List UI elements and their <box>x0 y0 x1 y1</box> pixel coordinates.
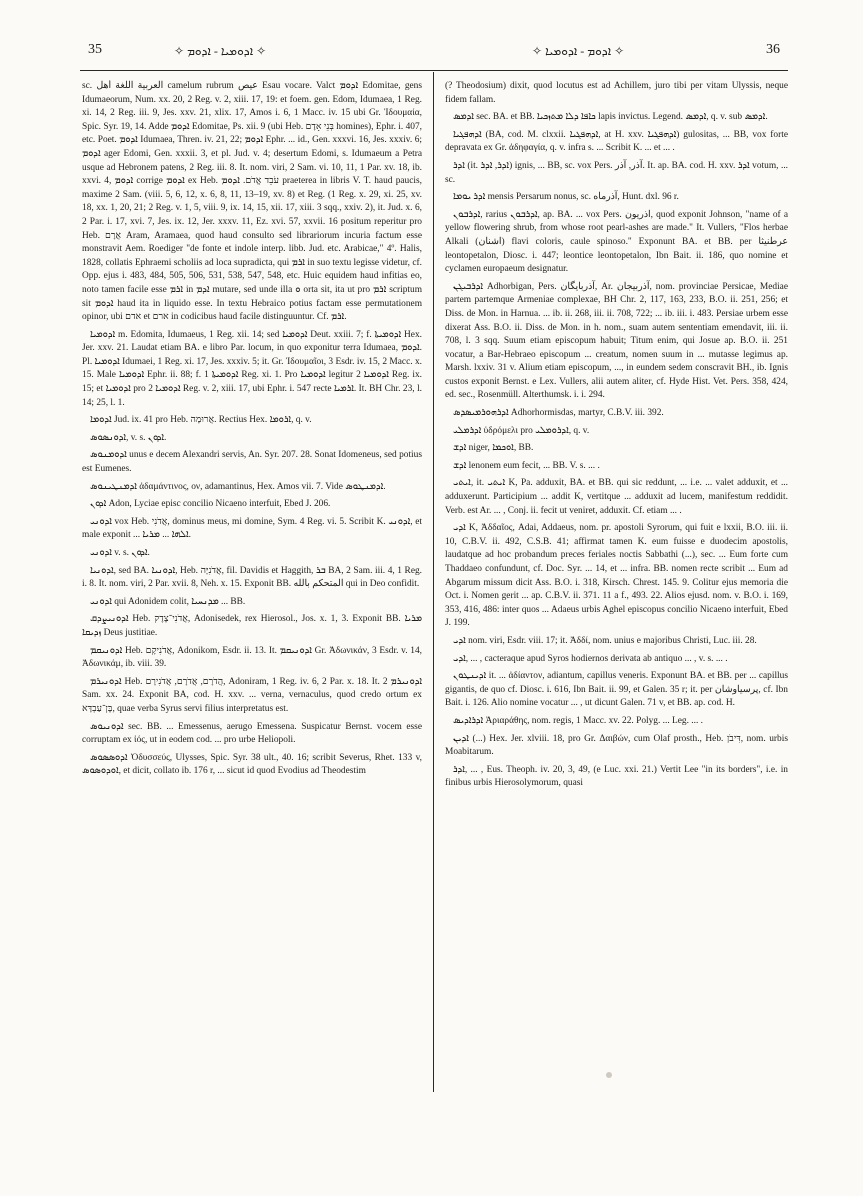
dictionary-entry: ܐܕܪܗܘܪܡܝܣܕܣ Adhorhormisdas, martyr, C.B.V. iii. 392. <box>453 408 664 419</box>
dictionary-entry: ܐܕܝ, ... , cacteraque apud Syros hodiernos derivata ab antiquo ... , v. s. ... . <box>453 653 728 664</box>
dictionary-entry: ܐܕܘܡܐ Jud. ix. 41 pro Heb. אֲרוּמָה. Rectius Hex. ܐܪܘܡܐ, q. v. <box>90 415 312 426</box>
dictionary-entry: ܐܕܪ (it. ܐܕܪ, ܐܕܪ) ignis, ... BB, sc. vox Pers. آذر, آذر. It. ap. BA. cod. H. xxv. ܐܕܪ votum, ... sc. <box>445 160 788 185</box>
dictionary-entry: ܐܕܘܢܝܩܡ Heb. אֲדֹנִיקָם, Adonikom, Esdr. ii. 13. It. ܐܕܘܢܝܩܡ Gr. Ἀδωνικάν, 3 Esdr. v. 14, Ἀδωνικάμ, ib. viii. 39. <box>82 645 422 670</box>
left-column <box>82 80 422 1090</box>
dictionary-entry: ܐܕܘܢܝ v. s. ܐܕܘܢ. <box>90 548 150 558</box>
dictionary-entry: ܐܕܘܡܝܐ m. Edomita, Idumaeus, 1 Reg. xii. 14; sed ܐܕܘܡܝܐ Deut. xxiii. 7; f. ܐܕܘܡܝܬܐ Hex. Jer. xxv. 21. Laudat etiam BA. e libro Par. locum, in quo exponitur terra Idumaea, ܐܕܘܡ. Pl. ܐܕܘܡܝܐ Idumaei, 1 Reg. xi. 17, Jes. xxxiv. 5; it. Gr. Ἰδουμαῖοι, 3 Esdr. iv. 15, 2 Macc. x. 15. Male ܐܕܘܡܝܐ Ephr. ii. 88; f. ܐܕܘܡܝܬܐ 1 Reg. xi. 1. Pro ܐܕܘܡܝܐ legitur ܐܕܘܡܝܐ 2 Reg. ix. 15; et ܐܕܘܡܝܐ pro ܐܕܘܡܝܐ 2 Reg. v. 2, xiii. 17, ubi Ephr. i. 547 recte ܐܪܡܝܐ. It. BH Chr. 23, l. 14; 25, l. 1. <box>82 329 422 408</box>
dictionary-entry: ܐܕܪܒܘܢ, rarius ܐܕܪܒܘܢ, ap. BA. ... vox Pers. اذريون, quod exponit Johnson, "name of a yellow flowering shrub, from whose root pearl-ashes are made." It. Vullers, "Flos herbae Alkali (اشنان) flavi coloris, caule spinoso." Exponunt BA. et BB. per عرطنيثا leontopetalon, Diosc. i. 447; leontice leontopetalon, Ibn Bait. ii. 186, quo nomine et cyclamen europaeum designatur. <box>445 209 788 275</box>
dictionary-entry: (? Theodosium) dixit, quod locutus est ad Achillem, juro tibi per vitam Ulyssis, neque fidem fallam. <box>445 81 788 105</box>
dictionary-entry: ܐܕܝܢ (...) Hex. Jer. xlviii. 18, pro Gr. Δαιβών, cum Olaf prosth., Heb. דִּיבֹן, nom. urbis Moabitarum. <box>445 733 788 758</box>
dictionary-entry: ܐܝܬܝ, it. ܐܝܬܝ K, Pa. adduxit, BA. et BB. qui sic reddunt, ... i.e. ... valet adduxit, et ... adduxerunt. Participium ... addit K, vertitque ... adduxit ad lucem, manifestum reddidit. Verb. est Ar. ... , Conj. ii. fecit ut veniret, adduxit. Cf. etiam ... . <box>445 478 788 516</box>
dictionary-entry: ܐܕܘܣܣܘܣ Ὀδυσσεύς, Ulysses, Spic. Syr. 38 ult., 40. 16; scribit Severus, Rhet. 133 v, ܐܘܕܘܣܘܣ, et dicit, collato ib. 176 r, ... sicut id quod Evodius ad Theodestim <box>82 752 422 777</box>
dictionary-entry: ܐܕܘܢܣܘܣ, v. s. ܐܕܘܢ. <box>90 432 167 443</box>
running-head-right: ✧ ܐܕܘܡ - ܐܕܘܡܝܐ ✧ <box>532 44 625 58</box>
dictionary-entry: sc. العربية اللغة أهل camelum rubrum عيص Esau vocare. Valct ܐܕܘܡ Edomitae, gens Idumaeorum, Num. xx. 20, 2 Reg. v. 2, xiii. 17, 19: et foem. gen. Edom, Idumaea, 1 Reg. xi. 14, 2 Reg. iii. 9, Jes. xxv. 21, xlix. 17, Amos i. 6, 1 Macc. iv. 15 ubi Gr. Ἰδουμαία, Spic. Syr. 19, 14. Adde ܐܕܘܡ Edomitae, Ps. xii. 9 (ubi Heb. בְּנֵי אָדָם homines), Ephr. i. 407, etc. Poet. ܐܕܘܡ Idumaea, Thren. iv. 21, 22; ܐܕܘܡ Ephr. ... id., Gen. xxxvi. 16, Jes. xxxiv. 6; ܐܕܘܡ ager Edomi, Gen. xxxii. 3, et pl. Jud. v. 4; desertum Edomi, s. Idumaeum a Petra usque ad Hebronem patens, 2 Reg. iii. 8. It. nom. viri, 2 Sam. vi. 10, 11, 1 Par. xv. 18, ib. xxvi. 4, ܐܕܘܡ corrige ܐܕܘܡ ex Heb. עֹבֵד אֱדֹם. ܐܕܘܡ praeterea in libris V. T. haud paucis, maxime 2 Sam. (viii. 5, 6, 12, x. 6, 8, 11, 13–19, xv. 8) et Reg. (1 Reg. x. 29, xi. 25, xv. 18, xx. 1, 20, 21; 2 Reg. v. 1, 5, viii. 9, ix. 14, 15, xii. 17, xiii. 3 sqq., xxiv. 2), it. Jud. x. 6, 2 Par. i. 17, xvi. 7, Jes. ix. 12, Jer. xxxv. 11, Ez. xvi. 57, xxvii. 16 positum reperitur pro Heb. אֲרָם Aram, Aramaea, quod haud consulto sed librariorum incuria factum esse monstravit Aem. Roediger "de fonte et indole interp. libb. Jud. etc. Arabicae," 4º. Halis, 1828, collatis Ephraemi scholiis ad loca supradicta, qui ܐܪܡ in suo textu legisse videtur, cf. Opp. ejus i. 483, 484, 505, 506, 531, 538, 547, 548, etc. Huic equidem haud infitias eo, noto tamen facile esse ܐܪܡ in ܐܕܡ mutare, sed unde illa ܘ orta sit, ita ut pro ܐܪܡ scriptum sit ܐܕܘܡ haud ita in liquido esse. In textu Hebraico potius factam esse permutationem opinor, ubi אדם et ארם in codicibus haud facile distinguuntur. Cf. ܐܪܡ. <box>82 81 422 323</box>
dictionary-entry: ܐܕܪ ܝܘܡܐ mensis Persarum nonus, sc. آذرماه, Hunt. dxl. 96 r. <box>453 192 679 203</box>
dictionary-entry: ܐܕܘܢܝܐ, sed BA. ܐܕܘܢܝܐ, Heb. אֲדֹנִיָּה, fil. Davidis et Haggith, ܒܪ BA, 2 Sam. iii. 4, 1 Reg. i. 8. It. nom. viri, 2 Par. xvii. 8, Neh. x. 15. Exponit BB. المتحكم بالله qui in Deo confidit. <box>82 565 422 590</box>
dictionary-entry: ܐܕܘܢܝܨܕܩ Heb. אֲדֹנִי־צֶדֶק, Adonisedek, rex Hierosol., Jos. x. 1, 3. Exponit BB. ܡܪܝܐ ܙܕܝܩܐ Deus justitiae. <box>82 614 422 638</box>
dictionary-entry: ܐܕܘܢܝܘܣ sec. BB. ... Emessenus, aerugo Emessena. Suspicatur Bernst. vocem esse corruptam ex ἰός, ut in eodem cod. ... pro urbe Heliopoli. <box>82 721 422 746</box>
dictionary-entry: ܐܕܪܡܠܝ ὑδρόμελι pro ܐܕܪܘܡܠܝ, q. v. <box>453 425 590 436</box>
dictionary-entry: ܐܕܝ K, Ἀδδαῖος, Adai, Addaeus, nom. pr. apostoli Syrorum, qui fuit e lxxii, B.O. iii. ii. 10, C.B.V. ii. 492, C.S.B. 41; affirmat tamen K. eum fuisse e duodecim apostolis, laudatque ad hoc probandum preces feriales noctis Sabbathi (...), sec. ... Eum forte cum Thaddaeo confundunt, cf. Doc. Syr. ... 14, et ... infra. BB. nomen recte scribit ... Eum ad Abgarum missum dicit Ass. B.O. i. 318, Kirsch. Chrest. 145. 9. Colitur ejus memoria die Oct. i. Nomen gerit ... ap. C.B.V. ii. 371. 11 a f., 493. 22. Alios ejusd. nom. v. B.O. i. 169, 353, 416, 486: inter quos ... Adaeus urbis Aghel episcopus concilio Nicaeno interfuit, Ebed J. 199. <box>445 523 788 629</box>
page-number-right: 36 <box>766 42 780 57</box>
dictionary-entry: ܐܕܘܢ Adon, Lyciae episc concilio Nicaeno interfuit, Ebed J. 206. <box>90 499 331 510</box>
dictionary-entry: ܐܕܘܢܝ qui Adonidem colit, ܡܕܢܚܝܐ ... BB. <box>90 596 246 607</box>
dictionary-entry: ܐܕܫ lenonem eum fecit, ... BB. V. s. ... . <box>453 460 600 471</box>
dictionary-entry: ܐܕܗܦܓܝܐ (BA, cod. M. clxxii. ܐܕܗܦܓܝܐ, at H. xxv. ܐܕܗܦܓܝܐ) gulositas, ... BB, vox forte depravata ex Gr. ἀδηφαγία, q. v. infra s. ... Scribit K. ... et ... . <box>445 129 788 154</box>
dictionary-entry: ܐܕܡܣ sec. BA. et BB. ܟܐܦܐ ܕܠܐ ܡܬܙܟܝܐ lapis invictus. Legend. ܐܕܡܣ, q. v. sub ܐܕܡܣ. <box>453 112 768 123</box>
dictionary-entry: ܐܕܘܢܝ vox Heb. אֲדֹנִי, dominus meus, mi domine, Sym. 4 Reg. vi. 5. Scribit K. ܐܕܘܢܝ, et male exponit ... ܐܠܗܐ ... ܡܪܝܐ. <box>82 516 422 541</box>
dictionary-entry: ܐܕܝܢܛܘܢ it. ... ἀδίαντον, adiantum, capillus veneris. Exponunt BA. et BB. per ... capillus gigantis, de quo cf. Diosc. i. 616, Ibn Bait. ii. 99, et Galen. 35 r; it. per پرسياوشان, cf. Ibn Bait. i. 126. Alio nomine vocatur ... , ut dicunt Galen. 71 v, et BB. ap. cod. H. <box>445 671 788 709</box>
right-column <box>445 80 788 1090</box>
dictionary-entry: ܐܕܪܒܝܓܢ Adhorbigan, Pers. آذربايگان, Ar. آذربيجان, nom. provinciae Persicae, Mediae partem partemque Armeniae complexae, BH Chr. 2, 117, 163, 233, B.O. ii. 251, 256; et Diss. de Mon. in Harnua. ... ib. ii. 268, iii. ii. 708, 722; ... ib. iii. i. 483. Persiae urbem esse dixerat Ass. B.O. ii. Diss. de Mon. in h. nom., suam autem sententiam emendavit, iii. ii. 708, l. 3 sqq. Suum etiam episcopum habuit; Titum enim, qui Josue ap. B.O. ii. 251 vocatur, a Bar-Hebraeo episcopum ... creatum, nomen suum in ... mutasse legimus ap. Marsh. lxxiv. 31 v. Alium etiam episcopum, ..., in eundem sedem conscravit BH., ib. Ignis custos exponit Bernst. e Lex. Vullers, alii autem aliter, cf. Hyde Hist. Vet. Pers. 358, 424, ed. sec., Rosenmüll. Alterthumsk. i. i. 294. <box>445 281 788 401</box>
page-speck <box>606 1072 612 1078</box>
column-divider <box>433 72 434 1092</box>
dictionary-entry: ܐܕܝ nom. viri, Esdr. viii. 17; it. Ἀδδί, nom. unius e majoribus Christi, Luc. iii. 28. <box>453 635 757 646</box>
dictionary-entry: ܐܕܘܡܢܘܣ unus e decem Alexandri servis, An. Syr. 207. 28. Sonat Idomeneus, sed potius est Eumenes. <box>82 450 422 475</box>
page-number-left: 35 <box>88 42 102 57</box>
dictionary-entry: ܐܕܪ, ... , Eus. Theoph. iv. 20, 3, 49, (e Luc. xxi. 21.) Vertit Lee "in its borders", i.e. in finibus urbis Hierosolymorum, quasi <box>445 764 788 789</box>
dictionary-entry: ܐܕܘܢܝܪܡ Heb. הֲדֹרָם, אֲדֹרָם, אֲדֹנִירָם, Adoniram, 1 Reg. iv. 6, 2 Par. x. 18. It. ܐܕܘܢܝܪܡ 2 Sam. xx. 24. Exponit BA, cod. H. xxv. ... verna, vernaculus, quod credo ortum ex בֶּן־עַבְדָּא, quae verba Syrus servi filius interpretatus est. <box>82 676 422 714</box>
dictionary-entry: ܐܕܫ niger, ܐܘܟܡܐ, BB. <box>453 443 534 454</box>
dictionary-entry: ܐܕܪܐܕܝܣ Ἀριαράθης, nom. regis, 1 Macc. xv. 22. Polyg. ... Leg. ... . <box>453 715 704 726</box>
running-head-left: ✧ ܐܕܘܡܝܐ - ܐܕܘܡ ✧ <box>174 44 267 58</box>
header-rule <box>80 70 788 71</box>
dictionary-entry: ܐܕܡܢܛܝܢܘܣ ἀδαμάντινος, ον, adamantinus, Hex. Amos vii. 7. Vide ܐܕܡܢܛܘܣ. <box>90 481 386 492</box>
